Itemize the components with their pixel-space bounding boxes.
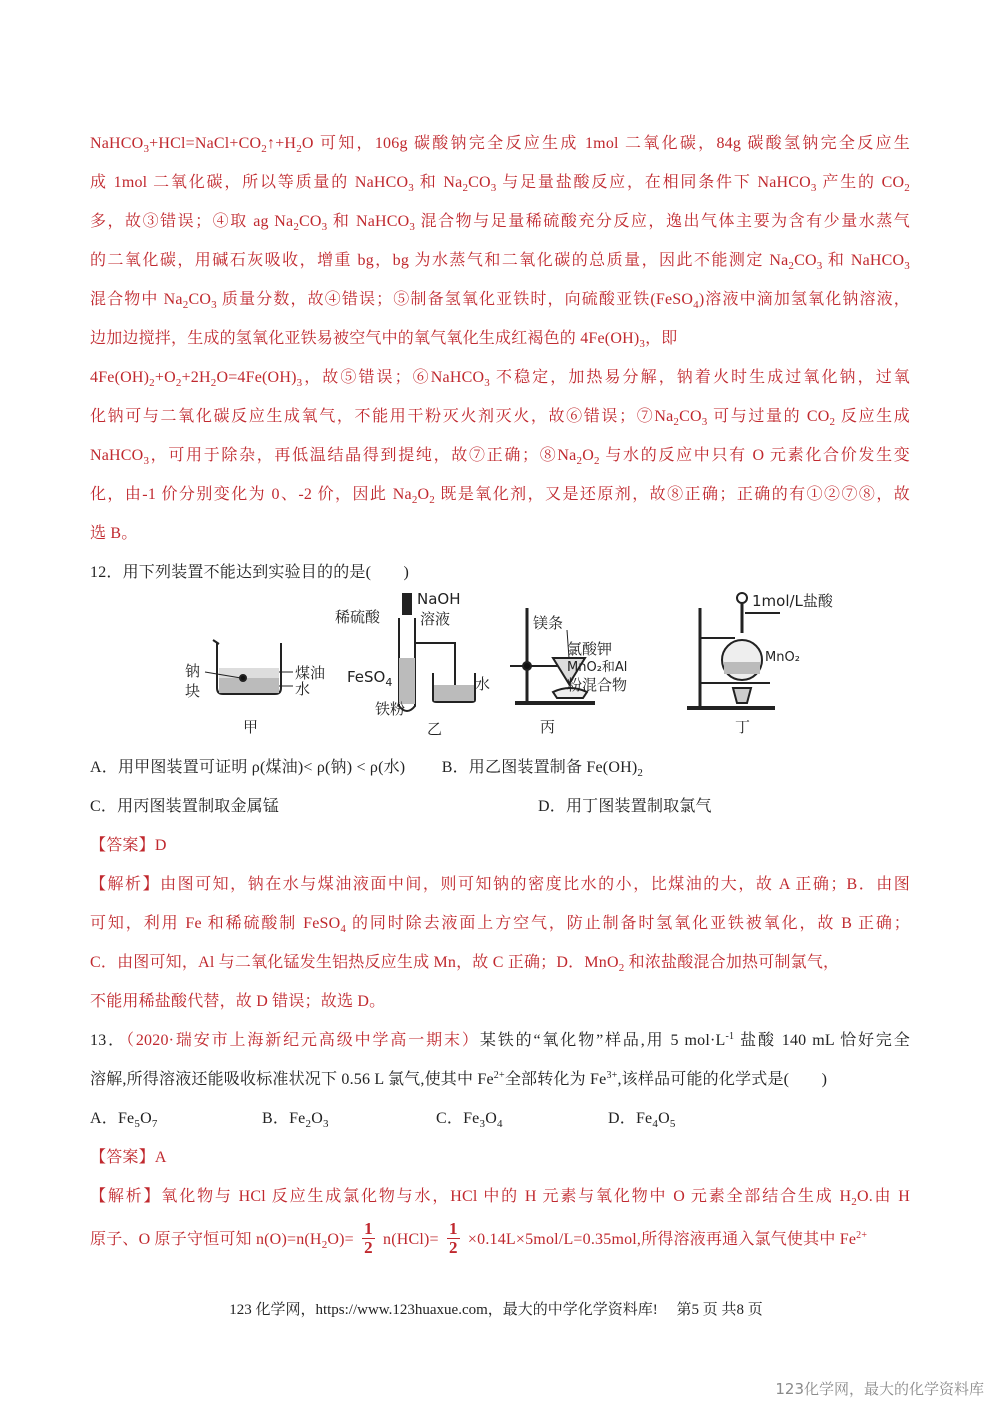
question-12-stem: 12．用下列装置不能达到实验目的的是( ) xyxy=(90,564,410,581)
analysis-q13: 原子、O 原子守恒可知 $n(O)=n(H_2O)=$ $\frac{1}{2}$ n(HCl)= $\frac{1}{2}$ ×0.14L×5mol/L=0.35mol,所得溶液再通入氯气使其中 $Fe^{2+}$ xyxy=(90,1219,868,1257)
label-feso4: FeSO$_4$ xyxy=(347,668,393,689)
label-iron-powder: 铁粉 xyxy=(375,700,406,718)
label-mg-strip: 镁条 xyxy=(533,614,564,632)
label-naoh: NaOH xyxy=(417,590,461,608)
caption-bing: 丙 xyxy=(540,718,556,736)
caption-jia: 甲 xyxy=(243,718,259,736)
beaker-jia xyxy=(205,640,293,694)
analysis-q12: 不能用稀盐酸代替，故 D 错误；故选 D。 xyxy=(90,993,386,1010)
label-water: 水 xyxy=(295,680,311,698)
option-row-cd xyxy=(90,793,910,816)
label-mno2-al: MnO₂和Al xyxy=(567,660,628,675)
label-powder-mixture: 粉混合物 xyxy=(567,676,628,694)
question-13-stem: 溶解,所得溶液还能吸收标准状况下 0.56 L 氯气,使其中 $Fe^{2+}$全部转化为 $Fe^{3+}$,该样品可能的化学式是( ) xyxy=(90,1070,828,1088)
label-hcl: 1mol/L盐酸 xyxy=(752,592,833,610)
option-a: A．$Fe_5O_7$ xyxy=(90,1110,158,1130)
question-source: （2020·瑞安市上海新纪元高级中学高一期末） xyxy=(125,1032,480,1049)
answer-q13: 【答案】A xyxy=(90,1149,167,1166)
caption-ding: 丁 xyxy=(735,718,751,736)
option-d: D．用丁图装置制取氯气 xyxy=(538,798,712,815)
analysis-q12: C．由图可知，Al 与二氧化锰发生铝热反应生成 Mn，故 C 正确；D．MnO$_2$ 和浓盐酸混合加热可制氯气， xyxy=(90,954,840,974)
question-13-stem: 13．（2020·瑞安市上海新纪元高级中学高一期末）某铁的“氧化物”样品,用 5 $mol\cdot L^{-1}$ 盐酸 140 mL 恰好完全 xyxy=(90,1031,910,1049)
option-a: A．用甲图装置可证明 ρ(煤油)< ρ(钠) < ρ(水) xyxy=(90,759,406,776)
explanation-line: 成 1mol 二氧化碳，所以等质量的 NaHCO$_3$ 和 $Na_2CO_3$ 与足量盐酸反应，在相同条件下 NaHCO$_3$ 产生的 $CO_2$ xyxy=(90,174,910,194)
option-c: C．用丙图装置制取金属锰 xyxy=(90,798,280,815)
label-mno2: MnO₂ xyxy=(765,650,800,665)
page-footer: 123 化学网，https://www.123huaxue.com，最大的中学化学资料库! 第5 页 共8 页 xyxy=(229,1302,763,1318)
analysis-q12: 【解析】由图可知，钠在水与煤油液面中间，则可知钠的密度比水的小，比煤油的大，故 A 正确；B．由图 xyxy=(90,876,910,893)
option-b: B．用乙图装置制备 $Fe(OH)_2$ xyxy=(441,759,644,779)
explanation-line: $NaHCO_3+HCl=NaCl+CO_2↑+H_2O$ 可知，106g 碳酸钠完全反应生成 1mol 二氧化碳，84g 碳酸氢钠完全反应生 xyxy=(90,135,910,155)
explanation-line: 选 B。 xyxy=(90,525,138,542)
fraction-half: $\frac{1}{2}$ xyxy=(448,1219,458,1257)
explanation-line: NaHCO$_3$，可用于除杂，再低温结晶得到提纯，故⑦正确；$⑧Na_2O_2$ 与水的反应中只有 O 元素化合价发生变 xyxy=(90,447,910,467)
option-c: C．$Fe_3O_4$ xyxy=(436,1110,503,1130)
label-block: 块 xyxy=(185,682,201,700)
label-dilute-sulfuric: 稀硫酸 xyxy=(335,608,381,626)
option-row-ab xyxy=(90,754,910,777)
explanation-line: 混合物中 $Na_2CO_3$ 质量分数，故④错误；⑤制备氢氧化亚铁时，向硫酸亚铁(FeSO$_4$)溶液中滴加氢氧化钠溶液， xyxy=(90,291,911,311)
label-kerosene: 煤油 xyxy=(295,664,326,682)
explanation-line: 化钠可与二氧化碳反应生成氧气，不能用干粉灭火剂灭火，故⑥错误；$⑦Na_2CO_3$ 可与过量的 $CO_2$ 反应生成 xyxy=(90,408,910,428)
analysis-q12: 可知，利用 Fe 和稀硫酸制 FeSO$_4$ 的同时除去液面上方空气，防止制备时氢氧化亚铁被氧化，故 B 正确； xyxy=(90,915,910,935)
fraction-half: $\frac{1}{2}$ xyxy=(364,1219,373,1257)
explanation-line: 的二氧化碳，用碱石灰吸收，增重 bg，bg 为水蒸气和二氧化碳的总质量，因此不能测定 $Na_2CO_3$ 和 NaHCO$_3$ xyxy=(90,252,910,272)
analysis-q13: 【解析】氧化物与 HCl 反应生成氯化物与水，HCl 中的 H 元素与氧化物中 O 元素全部结合生成 $H_2O$.由 H xyxy=(90,1188,910,1208)
label-water-yi: 水 xyxy=(475,675,491,693)
explanation-line: $4Fe(OH)_2+O_2+2H_2O=4Fe(OH)_3$，故⑤错误；⑥NaHCO$_3$ 不稳定，加热易分解，钠着火时生成过氧化钠，过氧 xyxy=(90,369,910,389)
option-d: D．$Fe_4O_5$ xyxy=(608,1110,676,1130)
label-solution: 溶液 xyxy=(420,610,451,628)
explanation-line: 化，由-1 价分别变化为 0、-2 价，因此 $Na_2O_2$ 既是氧化剂，又是还原剂，故⑧正确；正确的有①②⑦⑧，故 xyxy=(90,486,910,506)
answer-q12: 【答案】D xyxy=(90,837,167,854)
label-sodium: 钠 xyxy=(185,662,201,680)
option-b: B．$Fe_2O_3$ xyxy=(262,1110,329,1130)
caption-yi: 乙 xyxy=(427,720,443,738)
label-kclo3: 氯酸钾 xyxy=(567,640,613,658)
apparatus-figure xyxy=(175,588,835,743)
watermark: 123化学网，最大的化学资料库 xyxy=(775,1380,984,1398)
explanation-line: 边加边搅拌，生成的氢氧化亚铁易被空气中的氧气氧化生成红褐色的 $4Fe(OH)_3$，即 xyxy=(90,330,678,350)
explanation-line: 多，故③错误；④取 ag $Na_2CO_3$ 和 NaHCO$_3$ 混合物与足量稀硫酸充分反应，逸出气体主要为含有少量水蒸气 xyxy=(90,213,910,233)
